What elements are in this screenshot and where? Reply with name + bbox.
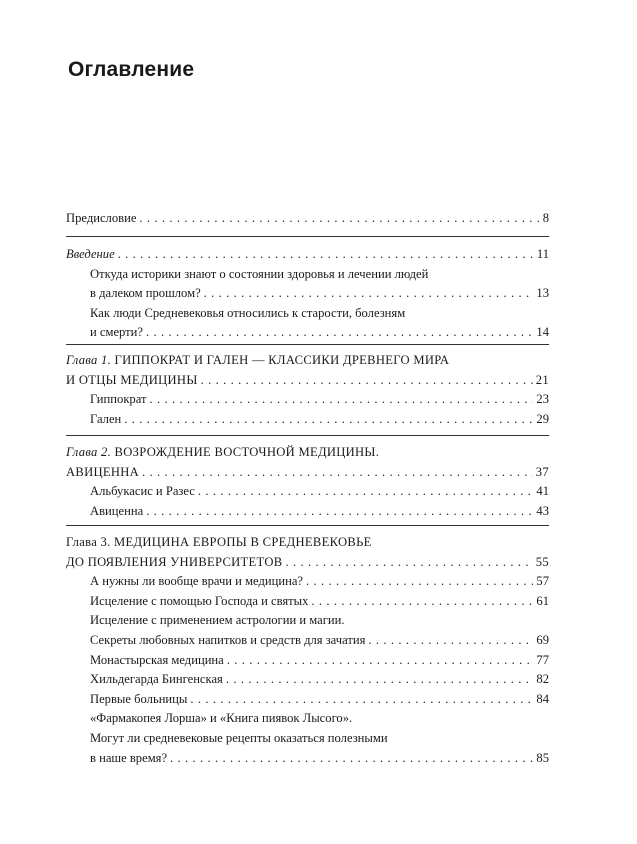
- chapter-title-line2: АВИЦЕННА: [66, 464, 140, 479]
- toc-subentry[interactable]: «Фармакопея Лорша» и «Книга пиявок Лысого».: [90, 711, 353, 726]
- section-divider: [66, 525, 549, 526]
- page-number: 11: [536, 247, 549, 261]
- page-title: Оглавление: [68, 58, 195, 81]
- toc-subentry[interactable]: Гиппократ . . . 23: [66, 390, 549, 410]
- toc-subentry[interactable]: Как люди Средневековья относились к старости, болезням и смерти? . . . 14: [66, 304, 549, 343]
- toc-subentry[interactable]: Гален . . . 29: [66, 410, 549, 430]
- chapter-title-line1: Глава 1. ГИППОКРАТ И ГАЛЕН — КЛАССИКИ ДРЕВНЕГО МИРА: [66, 353, 450, 367]
- page-number: 8: [542, 211, 549, 225]
- entry-label: Предисловие: [66, 211, 137, 225]
- toc-subentry[interactable]: Откуда историки знают о состоянии здоровья и лечении людей в далеком прошлом? . . . 13: [66, 265, 549, 304]
- page-number: 41: [536, 484, 549, 499]
- chapter-title-line2: И ОТЦЫ МЕДИЦИНЫ: [66, 372, 198, 387]
- leader-dots: [190, 690, 533, 710]
- toc-preface[interactable]: [66, 209, 549, 229]
- toc-subentry[interactable]: Монастырская медицина . . . 77: [66, 651, 549, 671]
- leader-dots: [285, 553, 532, 573]
- leader-dots: [368, 631, 533, 651]
- toc-subentry[interactable]: Исцеление с применением астрологии и магии.: [90, 613, 345, 628]
- leader-dots: [124, 410, 533, 430]
- page-number: 57: [536, 574, 549, 589]
- toc-subentry[interactable]: Секреты любовных напитков и средств для зачатия . . . 69: [66, 631, 549, 651]
- leader-dots: [311, 592, 533, 612]
- page-number: 85: [536, 750, 549, 765]
- leader-dots: [201, 371, 533, 391]
- toc-subentry[interactable]: Могут ли средневековые рецепты оказаться полезными в наше время? . . . 85: [66, 729, 549, 768]
- toc-chapter-1[interactable]: [66, 351, 549, 429]
- page-number: 82: [536, 672, 549, 687]
- leader-dots: [170, 749, 533, 769]
- page-number: 43: [536, 503, 549, 518]
- section-divider: [66, 236, 549, 237]
- chapter-title-line1: Глава 3. МЕДИЦИНА ЕВРОПЫ В СРЕДНЕВЕКОВЬЕ: [66, 535, 372, 549]
- chapter-title-line2: ДО ПОЯВЛЕНИЯ УНИВЕРСИТЕТОВ: [66, 554, 283, 569]
- page-number: 84: [536, 691, 549, 706]
- toc-chapter-3[interactable]: [66, 533, 549, 768]
- page-number: 61: [536, 593, 549, 608]
- page-number: 21: [535, 372, 549, 387]
- toc-subentry[interactable]: Альбукасис и Разес . . . 41: [66, 482, 549, 502]
- leader-dots: [118, 245, 534, 265]
- page-number: 23: [536, 392, 549, 407]
- leader-dots: [198, 482, 534, 502]
- page-number: 77: [536, 652, 549, 667]
- leader-dots: [226, 670, 534, 690]
- toc-subentry[interactable]: А нужны ли вообще врачи и медицина? . . . 57: [66, 572, 549, 592]
- toc-subentry[interactable]: Исцеление с помощью Господа и святых . . . 61: [66, 592, 549, 612]
- page-number: 29: [536, 411, 549, 426]
- leader-dots: [142, 463, 533, 483]
- toc-subentry[interactable]: Хильдегарда Бингенская . . . 82: [66, 670, 549, 690]
- page-number: 55: [535, 554, 549, 569]
- section-divider: [66, 435, 549, 436]
- section-divider: [66, 344, 549, 345]
- leader-dots: [146, 323, 533, 343]
- toc-introduction[interactable]: [66, 245, 549, 343]
- leader-dots: [227, 651, 534, 671]
- leader-dots: [150, 390, 534, 410]
- chapter-title-line1: Глава 2. ВОЗРОЖДЕНИЕ ВОСТОЧНОЙ МЕДИЦИНЫ.: [66, 445, 380, 459]
- entry-label: Введение: [66, 247, 115, 261]
- toc-subentry[interactable]: Авиценна . . . 43: [66, 502, 549, 522]
- leader-dots: [306, 572, 533, 592]
- toc-chapter-2[interactable]: [66, 443, 549, 521]
- page-number: 13: [536, 286, 549, 301]
- page-number: 69: [536, 632, 549, 647]
- leader-dots: [146, 502, 533, 522]
- leader-dots: [139, 209, 539, 229]
- page-number: 14: [536, 325, 549, 340]
- leader-dots: [204, 284, 534, 304]
- page-number: 37: [535, 464, 549, 479]
- toc-subentry[interactable]: Первые больницы . . . 84: [66, 690, 549, 710]
